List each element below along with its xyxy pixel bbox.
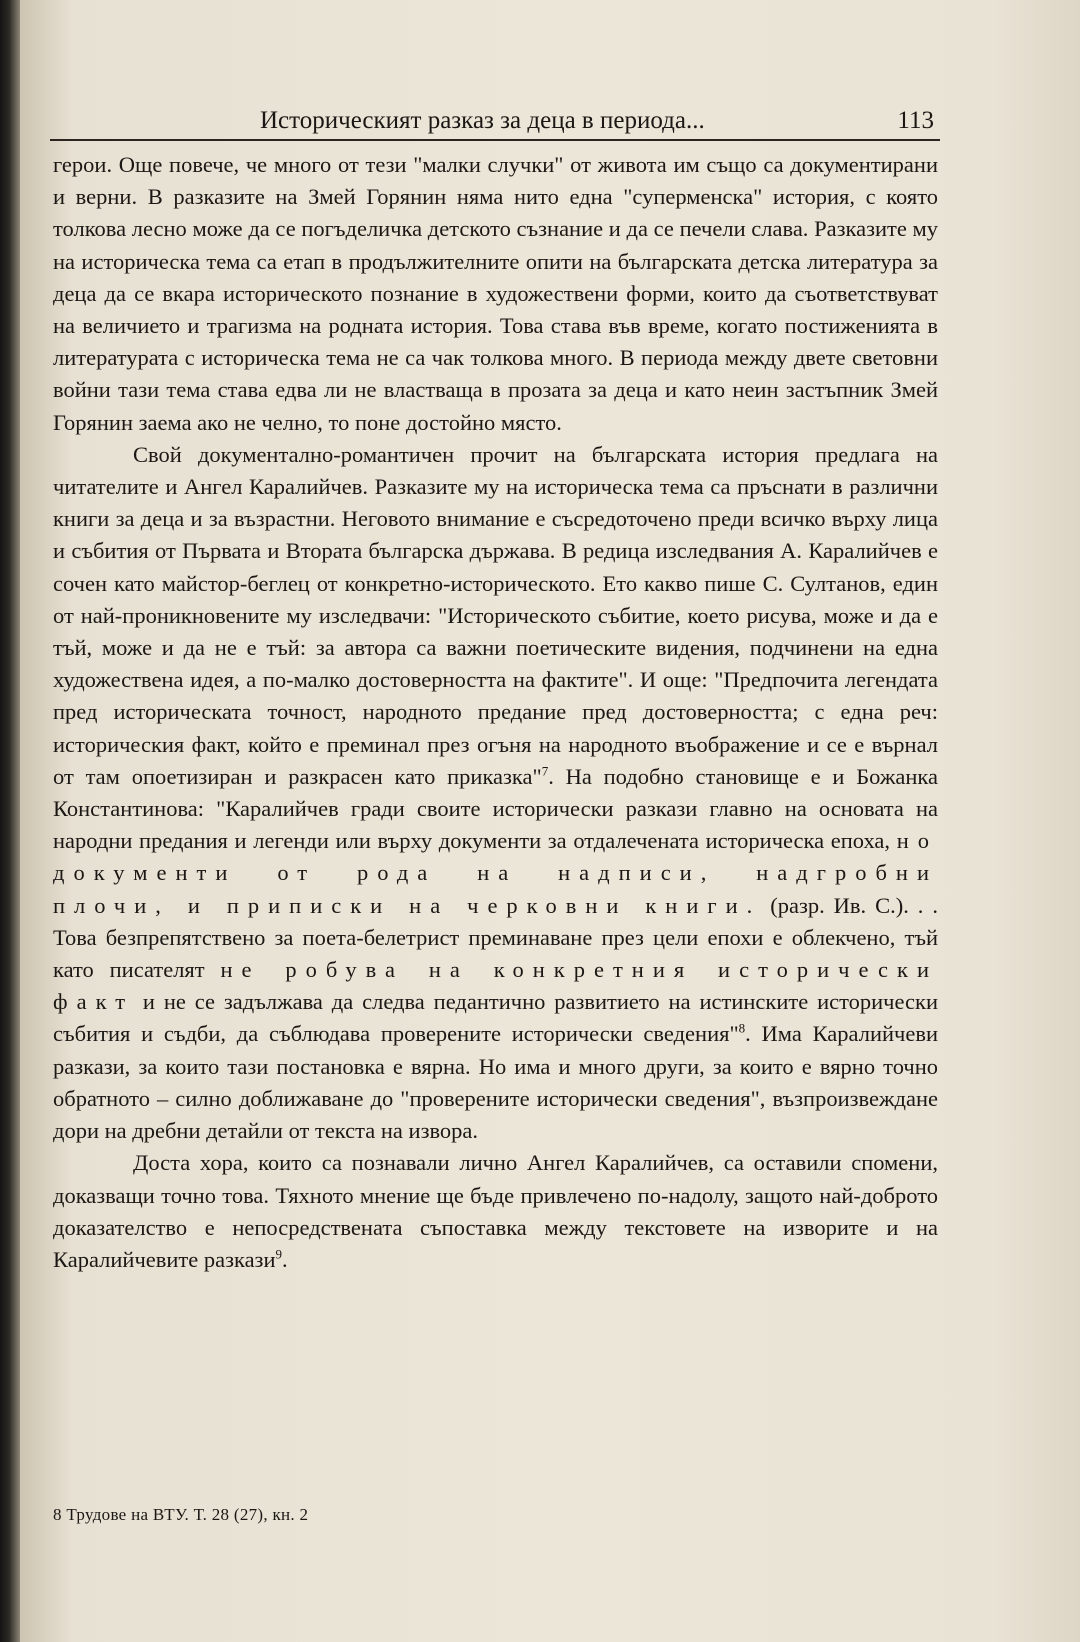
paragraph-2 (53, 439, 938, 1147)
footnote-ref-7: 7 (541, 763, 549, 779)
running-title: Историческият разказ за деца в периода... (260, 107, 705, 134)
paragraph-2-part-d: и не се задължава да следва педантично развитието на истинските исторически събития и съдби, да съблюдава проверените исторически сведения" (53, 989, 938, 1047)
emphasized-spaced-text-1: но документи от рода на надписи, надгробни плочи, и приписки на черковни книги. (53, 828, 938, 918)
paragraph-3-part-a: Доста хора, които са познавали лично Ангел Каралийчев, са оставили спомени, доказващи точно това. Тяхното мнение ще бъде привлечено по-надолу, защото най-доброто доказателство е непосредствената съпоставка между текстовете на изворите и на Каралийчевите разкази (53, 1150, 938, 1272)
emphasized-spaced-text-2: не робува на конкретния исторически факт (53, 957, 938, 1015)
body-text (53, 149, 938, 1276)
book-page (20, 0, 1080, 1642)
footnote-ref-9: 9 (275, 1246, 282, 1262)
paragraph-1: герои. Още повече, че много от тези "малки случки" от живота им също са документирани и верни. В разказите на Змей Горянин няма нито една "суперменска" история, с която толкова лесно може да се погъделичка детското съзнание и да се печели слава. Разказите му на историческа тема са етап в продължителните опити на българската детска литература за деца да се вкара историческото познание в художествени форми, които да съответствуват на величието и трагизма на родната история. Това става във време, когато постиженията в литературата с историческа тема не са чак толкова много. В периода между двете световни войни тази тема става едва ли не властваща в прозата за деца и като неин застъпник Змей Горянин заема ако не челно, то поне достойно място. (53, 152, 938, 435)
paragraph-2-part-e: . Има Каралийчеви разкази, за които тази постановка е вярна. Но има и много други, за които е вярно точно обратното – силно доближаване до "проверените исторически сведения", възпроизвеждане дори на дребни детайли от текста на извора. (53, 1021, 938, 1144)
printer-signature: 8 Трудове на ВТУ. Т. 28 (27), кн. 2 (53, 1505, 309, 1524)
paragraph-2-part-c: (разр. Ив. С.). . . Това безпрепятствено за поета-белетрист преминаване през цели епохи е облекчено, тъй като писателят (53, 892, 938, 983)
page-number: 113 (897, 107, 934, 134)
footnote-ref-8: 8 (738, 1020, 746, 1036)
paragraph-2-part-a: Свой документално-романтичен прочит на българската история предлага на читателите и Ангел Каралийчев. Разказите му на историческа тема са пръснати в различни книги за деца и за възрастни. Неговото внимание е съсредоточено преди всичко върху лица и събития от Първата и Втората българска държава. В редица изследвания А. Каралийчев е сочен като майстор-беглец от конкретно-историческото. Ето какво пише С. Султанов, един от най-проникновените му изследвачи: "Историческото събитие, което рисува, може и да е тъй, може и да не е тъй: за автора са важни поетическите видения, подчинени на една художествена идея, а по-малко достоверността на фактите". И още: "Предпочита легендата пред историческата точност, народното предание пред достоверността; с една реч: историческия факт, който е преминал през огъня на народното въображение и се е върнал от там опоетизиран и разкрасен като приказка" (53, 441, 938, 789)
running-head (50, 103, 940, 141)
paragraph-3 (53, 1147, 938, 1276)
paragraph-3-part-b: . (281, 1246, 288, 1272)
book-spine-shadow (0, 0, 20, 1642)
paragraph-2-part-b: . На подобно становище е и Божанка Константинова: "Каралийчев гради своите исторически разкази главно на основата на народни предания и легенди или върху документи за отдалечената историческа епоха, (53, 763, 939, 854)
